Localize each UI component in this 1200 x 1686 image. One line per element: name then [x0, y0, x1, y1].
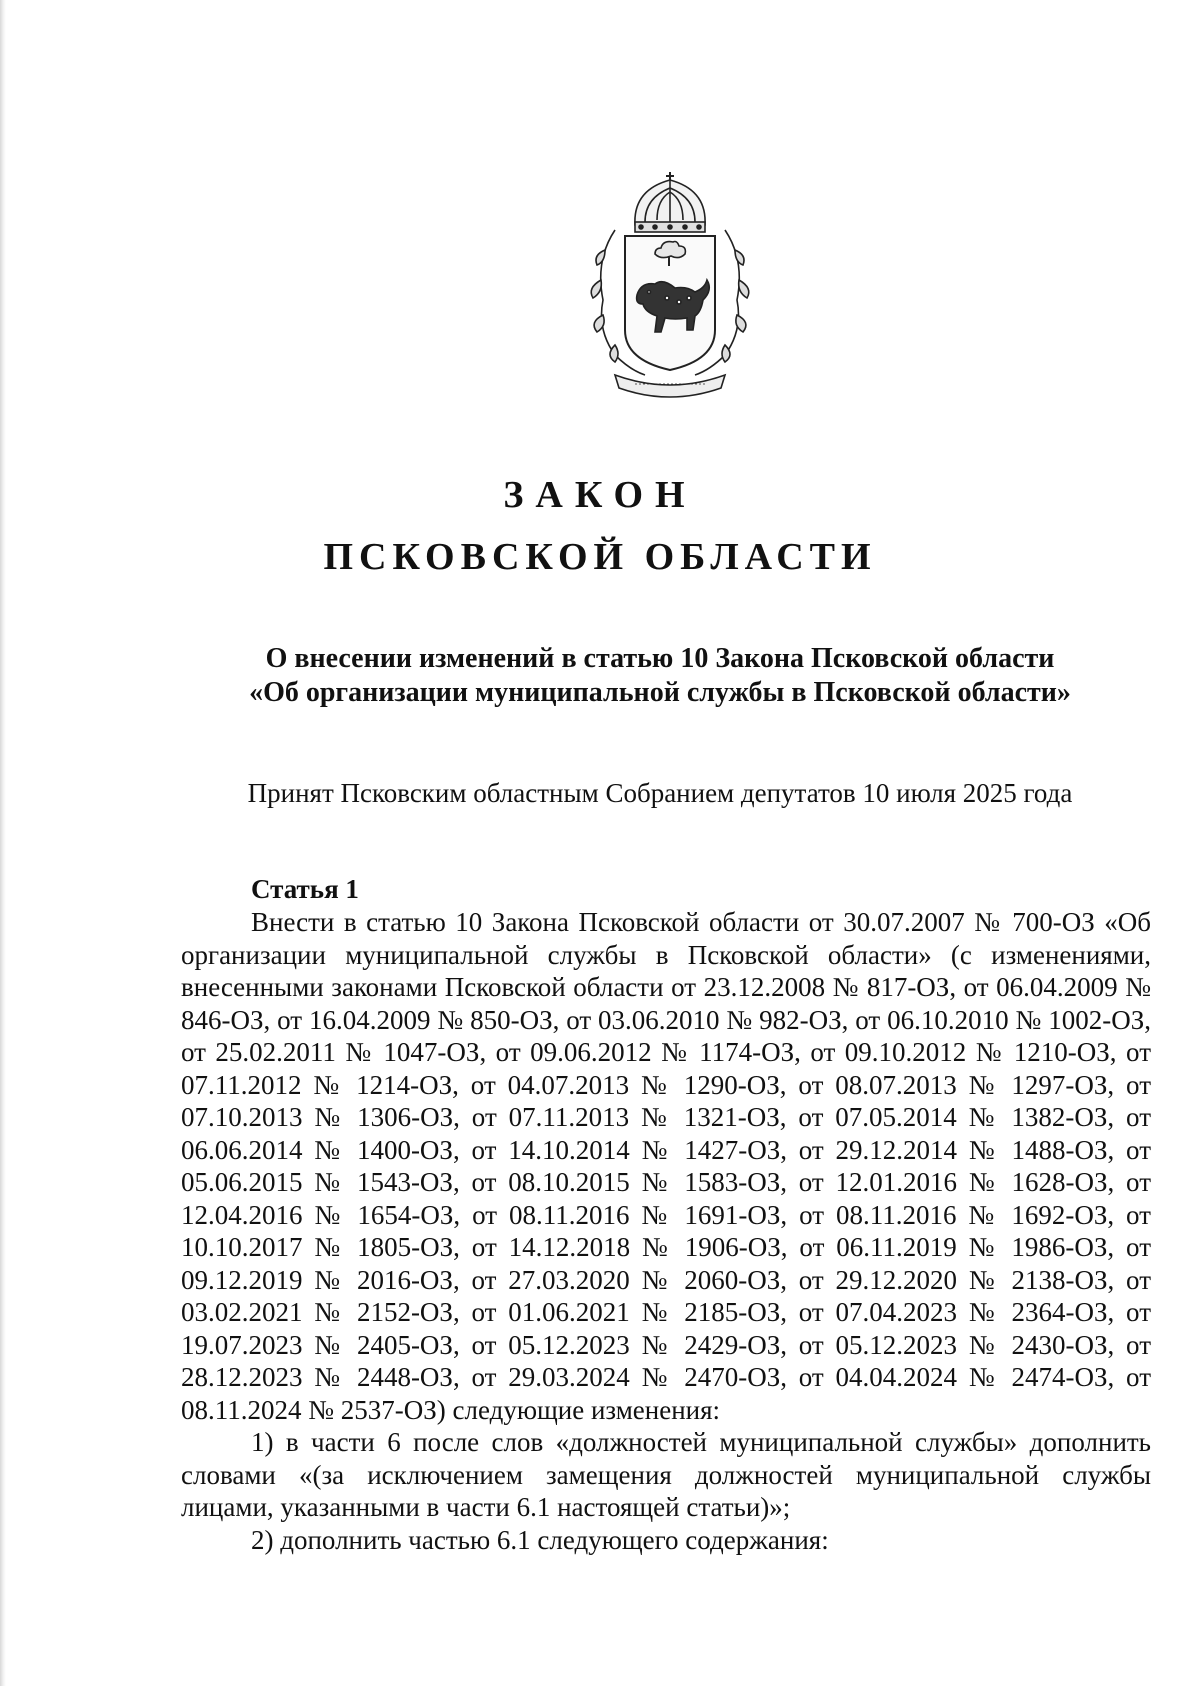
paragraph: 1) в части 6 после слов «должностей муниципальной службы» дополнить словами «(за исключением замещения должностей муниципальной службы лицами, указанными в части 6.1 настоящей статьи)»; [181, 1427, 1151, 1522]
law-heading [180, 642, 1140, 710]
law-heading-line-1: О внесении изменений в статью 10 Закона Псковской области [265, 643, 1055, 674]
adoption-note: Принят Псковским областным Собранием депутатов 10 июля 2025 года [247, 778, 1073, 808]
paragraph: 2) дополнить частью 6.1 следующего содержания: [251, 1524, 829, 1555]
document-title: ЗАКОН [503, 474, 697, 516]
document-title-region: ПСКОВСКОЙ ОБЛАСТИ [323, 536, 877, 578]
article-body [181, 906, 1151, 1556]
paragraph: Внести в статью 10 Закона Псковской области от 30.07.2007 № 700-ОЗ «Об организации муниципальной службы в Псковской области» (с изменениями, внесенными законами Псковской области от 23.12.2008 № 817-ОЗ, от 06.04.2009 № 846-ОЗ, от 16.04.2009 № 850-ОЗ, от 03.06.2010 № 982-ОЗ, от 06.10.2010 № 1002-ОЗ, от 25.02.2011 № 1047-ОЗ, от 09.06.2012 № 1174-ОЗ, от 09.10.2012 № 1210-ОЗ, от 07.11.2012 № 1214-ОЗ, от 04.07.2013 № 1290-ОЗ, от 08.07.2013 № 1297-ОЗ, от 07.10.2013 № 1306-ОЗ, от 07.11.2013 № 1321-ОЗ, от 07.05.2014 № 1382-ОЗ, от 06.06.2014 № 1400-ОЗ, от 14.10.2014 № 1427-ОЗ, от 29.12.2014 № 1488-ОЗ, от 05.06.2015 № 1543-ОЗ, от 08.10.2015 № 1583-ОЗ, от 12.01.2016 № 1628-ОЗ, от 12.04.2016 № 1654-ОЗ, от 08.11.2016 № 1691-ОЗ, от 08.11.2016 № 1692-ОЗ, от 10.10.2017 № 1805-ОЗ, от 14.12.2018 № 1906-ОЗ, от 06.11.2019 № 1986-ОЗ, от 09.12.2019 № 2016-ОЗ, от 27.03.2020 № 2060-ОЗ, от 29.12.2020 № 2138-ОЗ, от 03.02.2021 № 2152-ОЗ, от 01.06.2021 № 2185-ОЗ, от 07.04.2023 № 2364-ОЗ, от 19.07.2023 № 2405-ОЗ, от 05.12.2023 № 2429-ОЗ, от 05.12.2023 № 2430-ОЗ, от 28.12.2023 № 2448-ОЗ, от 29.03.2024 № 2470-ОЗ, от 04.04.2024 № 2474-ОЗ, от 08.11.2024 № 2537-ОЗ) следующие изменения: [181, 907, 1151, 1425]
coat-of-arms-icon [575, 170, 765, 410]
article-title: Статья 1 [251, 874, 359, 904]
law-heading-line-2: «Об организации муниципальной службы в Псковской области» [249, 677, 1071, 708]
scan-edge [0, 0, 6, 1686]
